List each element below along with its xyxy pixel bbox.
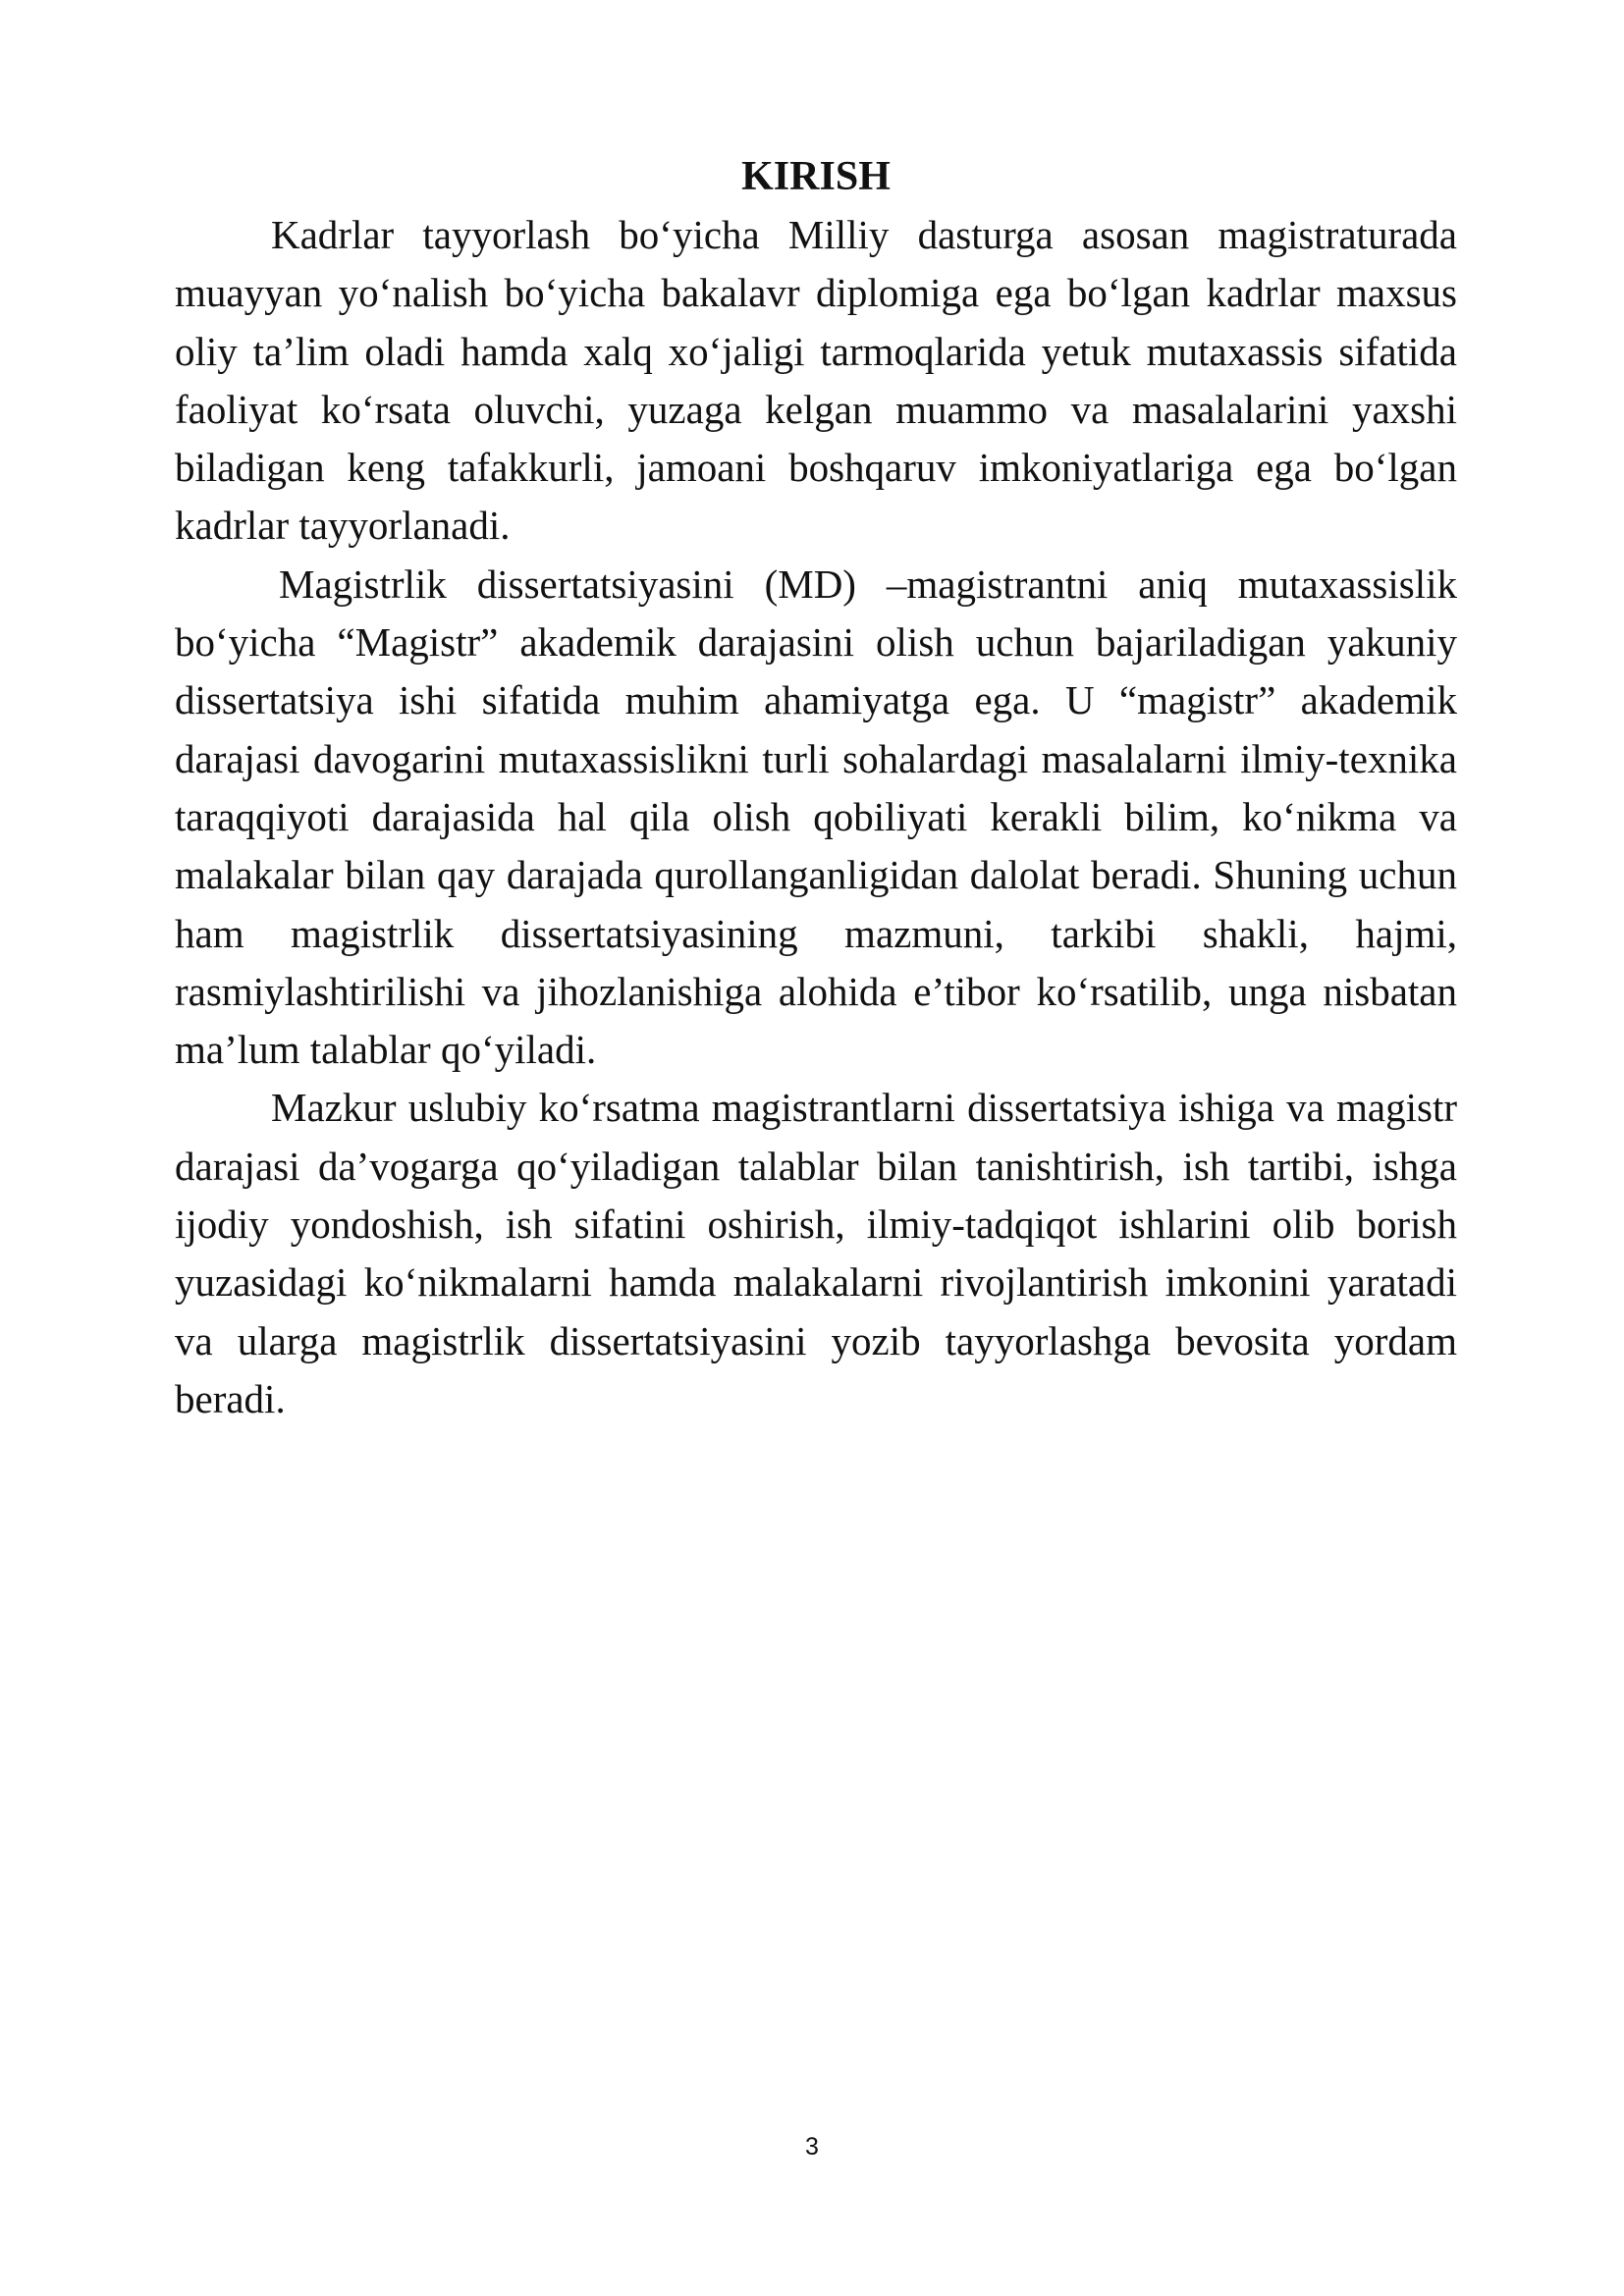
page-content xyxy=(175,147,1457,1428)
page-title: KIRISH xyxy=(741,154,891,199)
paragraph-1: Kadrlar tayyorlash bo‘yicha Milliy dasturga asosan magistraturada muayyan yo‘nalish bo‘yicha bakalavr diplomiga ega bo‘lgan kadrlar maxsus oliy ta’lim oladi hamda xalq xo‘jaligi tarmoqlarida yetuk mutaxassis sifatida faoliyat ko‘rsata oluvchi, yuzaga kelgan muammo va masalalarini yaxshi biladigan keng tafakkurli, jamoani boshqaruv imkoniyatlariga ega bo‘lgan kadrlar tayyorlanadi. xyxy=(175,212,1457,549)
paragraph-2: Magistrlik dissertatsiyasini (MD) –magistrantni aniq mutaxassislik bo‘yicha “Magistr” akademik darajasini olish uchun bajariladigan yakuniy dissertatsiya ishi sifatida muhim ahamiyatga ega. U “magistr” akademik darajasi davogarini mutaxassislikni turli sohalardagi masalalarni ilmiy-texnika taraqqiyoti darajasida hal qila olish qobiliyati kerakli bilim, ko‘nikma va malakalar bilan qay darajada qurollanganligidan dalolat beradi. Shuning uchun ham magistrlik dissertatsiyasining mazmuni, tarkibi shakli, hajmi, rasmiylashtirilishi va jihozlanishiga alohida e’tibor ko‘rsatilib, unga nisbatan ma’lum talablar qo‘yiladi. xyxy=(175,561,1457,1073)
paragraph-3: Mazkur uslubiy ko‘rsatma magistrantlarni dissertatsiya ishiga va magistr darajasi da’vogarga qo‘yiladigan talablar bilan tanishtirish, ish tartibi, ishga ijodiy yondoshish, ish sifatini oshirish, ilmiy-tadqiqot ishlarini olib borish yuzasidagi ko‘nikmalarni hamda malakalarni rivojlantirish imkonini yaratadi va ularga magistrlik dissertatsiyasini yozib tayyorlashga bevosita yordam beradi. xyxy=(175,1085,1457,1421)
page-number: 3 xyxy=(805,2133,819,2161)
